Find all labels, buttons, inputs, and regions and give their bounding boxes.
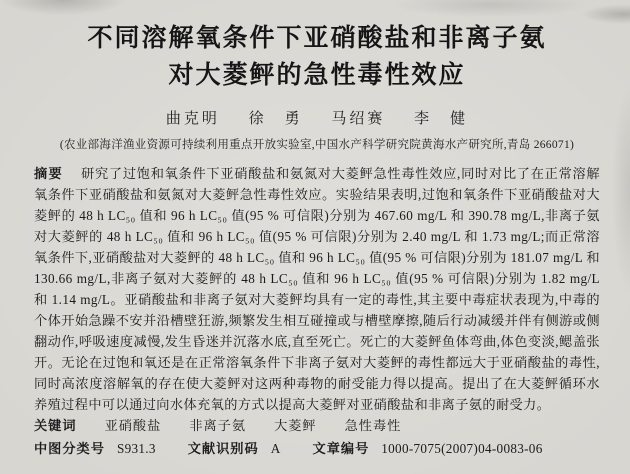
keywords-label: 关键词: [34, 418, 77, 433]
clc-label: 中图分类号: [34, 441, 105, 456]
paper-title-line-2: 对大菱鲆的急性毒性效应: [168, 61, 466, 89]
paper-title-line-1: 不同溶解氧条件下亚硝酸盐和非离子氨: [87, 24, 547, 52]
abstract-label: 摘要: [34, 166, 64, 181]
doc-code-label: 文献识别码: [187, 441, 259, 456]
keyword-4: 急性毒性: [344, 418, 402, 433]
affiliation: (农业部海洋渔业资源可持续利用重点开放实验室,中国水产科学研究院黄海水产研究所,青岛 266071): [59, 139, 575, 151]
author-2: 徐 勇: [248, 111, 303, 127]
author-1: 曲克明: [165, 111, 220, 127]
author-4: 李 健: [414, 111, 469, 127]
article-id-value: 1000-7075(2007)04-0083-06: [381, 441, 543, 456]
abstract-section: [34, 163, 600, 415]
article-id-label: 文章编号: [312, 441, 370, 456]
paper-title: [34, 20, 600, 94]
author-list: [34, 107, 600, 128]
keyword-1: 亚硝酸盐: [104, 418, 162, 433]
author-3: 马绍赛: [331, 111, 386, 127]
classification-row: [34, 438, 600, 460]
clc-value: S931.3: [116, 441, 156, 456]
keyword-2: 非离子氨: [189, 418, 247, 433]
doc-code-value: A: [270, 441, 281, 456]
keyword-3: 大菱鲆: [274, 418, 317, 433]
keywords-row: [34, 415, 600, 436]
abstract-text: 研究了过饱和氧条件下亚硝酸盐和氨氮对大菱鲆急性毒性效应,同时对比了在正常溶解氧条件下亚硝酸盐和氨氮对大菱鲆急性毒性效应。实验结果表明,过饱和氧条件下亚硝酸盐对大菱鲆的 48 h LC₅₀ 值和 96 h LC₅₀ 值(95 % 可信限)分别为 467.60 mg/L 和 390.78 mg/L,非离子氨对大菱鲆的 48 h LC₅₀ 值和 96 h LC₅₀ 值(95 % 可信限)分别为 2.40 mg/L 和 1.73 mg/L;而正常溶氧条件下,亚硝酸盐对大菱鲆的 48 h LC₅₀ 值和 96 h LC₅₀ 值(95 % 可信限)分别为 181.07 mg/L 和 130.66 mg/L,非离子氨对大菱鲆的 48 h LC₅₀ 值和 96 h LC₅₀ 值(95 % 可信限)分别为 1.82 mg/L 和 1.14 mg/L。亚硝酸盐和非离子氨对大菱鲆均具有一定的毒性,其主要中毒症状表现为,中毒的个体开始急躁不安并沿槽壁狂游,频繁发生相互碰撞或与槽壁摩擦,随后行动减缓并伴有侧游或侧翻动作,呼吸速度减慢,发生昏迷并沉落水底,直至死亡。死亡的大菱鲆鱼体弯曲,体色变淡,鳃盖张开。无论在过饱和氧还是在正常溶氧条件下非离子氨对大菱鲆的毒性都远大于亚硝酸盐的毒性,同时高浓度溶解氧的存在使大菱鲆对这两种毒物的耐受能力得以提高。提出了在大菱鲆循环水养殖过程中可以通过向水体充氧的方式以提高大菱鲆对亚硝酸盐和非离子氨的耐受力。: [34, 166, 601, 412]
